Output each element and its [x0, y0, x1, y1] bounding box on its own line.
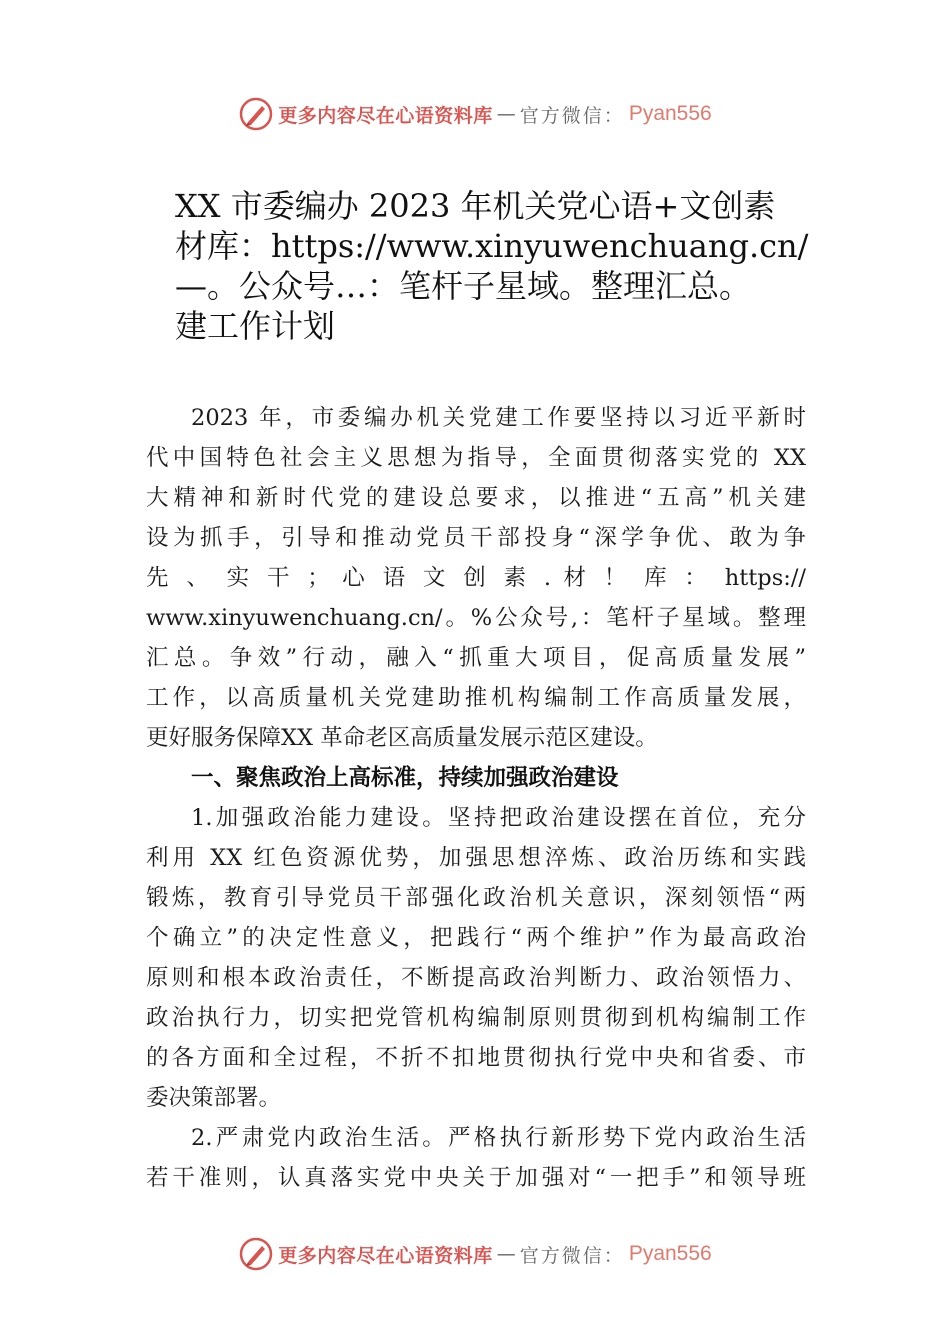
section-heading: 一、聚焦政治上高标准，持续加强政治建设 [191, 765, 619, 791]
header-banner [0, 94, 950, 134]
banner-main-text: 更多内容尽在心语资料库 [278, 1244, 493, 1267]
banner-dash: — [496, 1243, 516, 1265]
paragraph-line: 的各方面和全过程，不折不扣地贯彻执行党中央和省委、市 [146, 1045, 806, 1071]
paragraph-line: 工作，以高质量机关党建助推机构编制工作高质量发展， [146, 685, 806, 711]
title-line: 建工作计划 [175, 307, 336, 345]
paragraph-line: 委决策部署。 [146, 1085, 282, 1111]
paragraph-line: 2.严肃党内政治生活。严格执行新形势下党内政治生活 [191, 1125, 806, 1151]
title-line: —。公众号…：笔杆子星域。整理汇总。 [175, 267, 752, 305]
title-line: XX 市委编办 2023 年机关党心语+文创素 [175, 187, 776, 225]
paragraph-line: 代中国特色社会主义思想为指导，全面贯彻落实党的 XX [146, 445, 806, 471]
paragraph-line: 锻炼，教育引导党员干部强化政治机关意识，深刻领悟“两 [146, 885, 806, 911]
paragraph-line: 2023 年，市委编办机关党建工作要坚持以习近平新时 [191, 405, 806, 431]
title-line: 材库：https://www.xinyuwenchuang.cn/ [175, 227, 809, 265]
paragraph-line: 更好服务保障XX 革命老区高质量发展示范区建设。 [146, 725, 658, 751]
banner-wechat-label: 官方微信： [519, 1244, 625, 1267]
intro-paragraph [146, 398, 806, 758]
banner-dash: — [496, 103, 516, 125]
document-title [175, 186, 815, 346]
banner-main-text: 更多内容尽在心语资料库 [278, 104, 493, 127]
paragraph-line: 设为抓手，引导和推动党员干部投身“深学争优、敢为争 [146, 525, 806, 551]
paragraph-line: 先 、 实 干 ； 心 语 文 创 素 . 材 ！ 库 ： https:// [146, 565, 806, 591]
banner-wechat-id: Pyan556 [628, 102, 712, 125]
paragraph-line: 政治执行力，切实把党管机构编制原则贯彻到机构编制工作 [146, 1005, 806, 1031]
paragraph-line: 原则和根本政治责任，不断提高政治判断力、政治领悟力、 [146, 965, 806, 991]
paragraph-line: 汇总。争效”行动，融入“抓重大项目，促高质量发展” [146, 645, 806, 671]
pen-logo-icon [238, 96, 274, 132]
banner-wechat-id: Pyan556 [628, 1242, 712, 1265]
banner-wechat-label: 官方微信： [519, 104, 625, 127]
paragraph-line: 个确立”的决定性意义，把践行“两个维护”作为最高政治 [146, 925, 806, 951]
item-paragraph [146, 1118, 806, 1198]
paragraph-line: 大精神和新时代党的建设总要求，以推进“五高”机关建 [146, 485, 806, 511]
pen-logo-icon [238, 1236, 274, 1272]
footer-banner [0, 1234, 950, 1274]
document-body [146, 398, 806, 1198]
paragraph-line: 1.加强政治能力建设。坚持把政治建设摆在首位，充分 [191, 805, 806, 831]
paragraph-line: 若干准则，认真落实党中央关于加强对“一把手”和领导班 [146, 1165, 806, 1191]
item-paragraph [146, 798, 806, 1118]
paragraph-line: www.xinyuwenchuang.cn/。%公众号,：笔杆子星域。整理 [146, 605, 806, 631]
paragraph-line: 利用 XX 红色资源优势，加强思想淬炼、政治历练和实践 [146, 845, 806, 871]
